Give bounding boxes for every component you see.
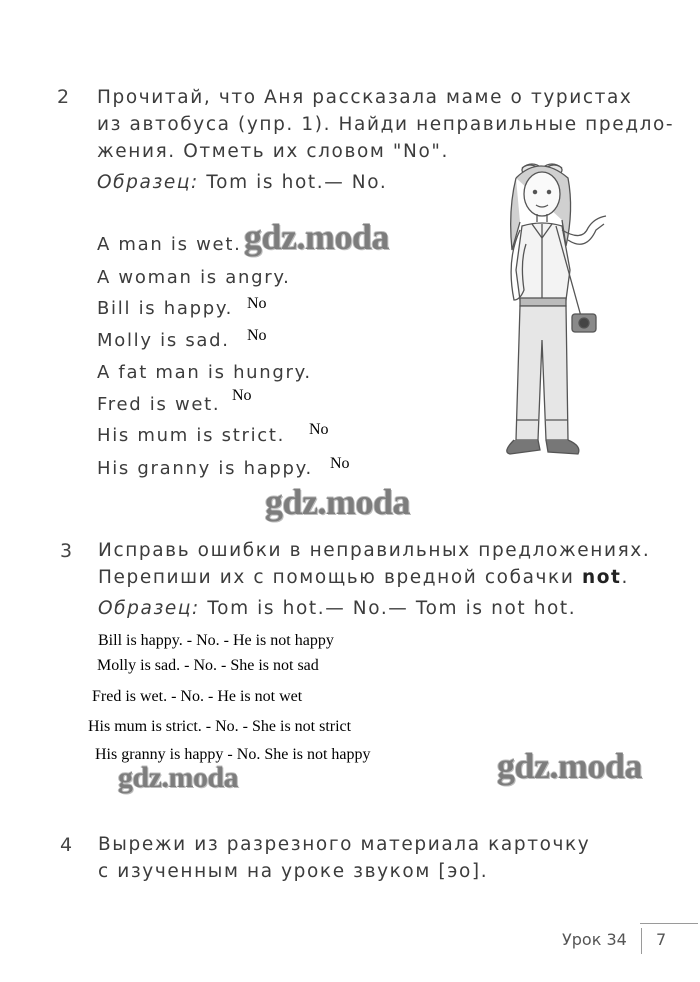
footer-divider [640,923,698,924]
watermark: gdz.moda [265,482,411,522]
task4-number: 4 [60,834,73,856]
task3-instruction-line1: Исправь ошибки в неправильных предложениях. [98,540,651,561]
task3-example-label: Образец: [98,598,200,619]
sentence: His mum is strict. [97,425,286,446]
task2-number: 2 [57,86,70,108]
page-number: 7 [656,930,667,949]
task4-instruction-line1: Вырежи из разрезного материала карточку [98,834,591,855]
task3-number: 3 [60,540,73,562]
watermark: gdz.moda [497,746,643,786]
task3-instruction-line2 [98,564,629,591]
task2-example [97,169,387,196]
answer-line: Bill is happy. - No. - He is not happy [98,632,334,649]
sentence: A fat man is hungry. [97,362,312,383]
task4-instruction-line2: с изученным на уроке звуком [эо]. [98,861,489,882]
girl-illustration [470,150,610,465]
no-mark: No [247,327,267,344]
task3-instruction-text: Перепиши их с помощью вредной собачки [98,567,575,588]
sentence: His granny is happy. [97,458,313,479]
task2-instruction-line2: из автобуса (упр. 1). Найди неправильные предло- [97,114,675,135]
task3-example [98,595,576,622]
answer-line: His mum is strict. - No. - She is not strict [88,718,352,735]
task2-example-text: Tom is hot.— No. [206,172,388,193]
task3-example-text: Tom is hot.— No.— Tom is not hot. [207,598,577,619]
task2-instruction-line3: жения. Отметь их словом "No". [97,141,449,162]
watermark: gdz.moda [118,761,239,794]
no-mark: No [247,295,267,312]
task2-example-label: Образец: [97,172,199,193]
no-mark: No [232,387,252,404]
answer-line: Molly is sad. - No. - She is not sad [97,657,319,674]
sentence: Molly is sad. [97,330,230,351]
footer-separator [641,928,642,954]
watermark: gdz.moda [244,217,390,257]
sentence: A woman is angry. [97,267,291,288]
task3-not-word: not [581,567,622,588]
lesson-label: Урок 34 [562,930,627,949]
answer-line: Fred is wet. - No. - He is not wet [92,688,303,705]
sentence: A man is wet. [97,234,242,255]
sentence: Fred is wet. [97,394,221,415]
no-mark: No [330,455,350,472]
answer-line: His granny is happy - No. She is not happy [95,746,371,763]
task2-instruction-line1: Прочитай, что Аня рассказала маме о туристах [97,87,633,108]
task3-instruction-end: . [621,567,629,588]
sentence: Bill is happy. [97,298,234,319]
no-mark: No [309,421,329,438]
